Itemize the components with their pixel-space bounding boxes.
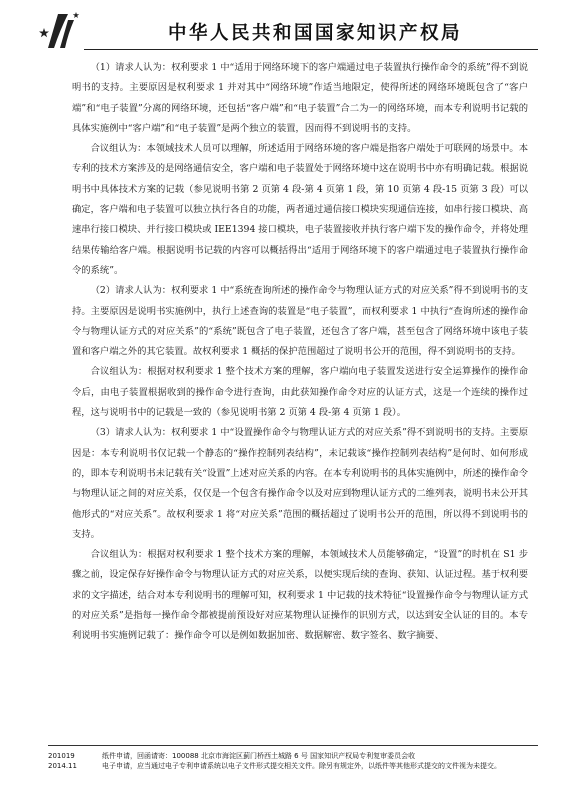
footer-row-electronic xyxy=(48,761,538,771)
footer-row-paper xyxy=(48,751,538,761)
cnipa-emblem-icon xyxy=(38,8,82,52)
paragraph: （2）请求人认为：权利要求 1 中“系统查询所述的操作命令与物理认证方式的对应关系”得不到说明书的支持。主要原因是说明书实施例中，执行上述查询的装置是“电子装置”，而权利要求 1 中执行“查询所述的操作命令与物理认证方式的对应关系”的“系统”既包含了电子装置，还包含了客户端，甚至包含了网络环境中该电子装置和客户端之外的其它装置。故权利要求 1 概括的保护范围超过了说明书公开的范围，得不到说明书的支持。 xyxy=(72,285,528,358)
letterhead xyxy=(0,0,565,58)
footer-rule xyxy=(48,745,538,746)
paragraph: 合议组认为：本领域技术人员可以理解，所述适用于网络环境的客户端是指客户端处于可联网的场景中。本专利的技术方案涉及的是网络通信安全，客户端和电子装置处于网络环境中这在说明书中亦有明确记载。根据说明书中具体技术方案的记载（参见说明书第 2 页第 4 段-第 4 页第 1 段，第 10 页第 4 段-15 页第 3 段）可以确定，客户端和电子装置可以独立执行各自的功能，两者通过通信接口模块实现通信连接，如串行接口模块、高速串行接口模块、并行接口模块或 IEE1394 接口模块，电子装置接收并执行客户端下发的操作命令，并将处理结果传输给客户端。根据说明书记载的内容可以概括得出“适用于网络环境下的客户端通过电子装置执行操作命令的系统”。 xyxy=(72,143,528,276)
organization-name: 中华人民共和国国家知识产权局 xyxy=(167,23,462,44)
form-date: 2014.11 xyxy=(48,762,77,770)
header-rule xyxy=(84,49,538,50)
paragraph: 合议组认为：根据对权利要求 1 整个技术方案的理解，客户端向电子装置发送进行安全运算操作的操作命令后，由电子装置根据收到的操作命令进行查询，由此获知操作命令对应的认证方式，这是一个连续的操作过程，这与说明书中的记载是一致的（参见说明书第 2 页第 4 段-第 4 页第 1 段）。 xyxy=(72,366,528,419)
document-body xyxy=(72,58,528,746)
electronic-filing-note: 电子申请，应当通过电子专利申请系统以电子文件形式提交相关文件。除另有规定外，以纸件等其他形式提交的文件视为未提交。 xyxy=(102,762,501,770)
footer xyxy=(48,751,538,771)
form-code: 201019 xyxy=(48,752,75,760)
mailing-address-note: 纸件申请，回函请寄：100088 北京市海淀区蓟门桥西土城路 6 号 国家知识产权局专利复审委员会收 xyxy=(102,752,416,760)
paragraph: （1）请求人认为：权利要求 1 中“适用于网络环境下的客户端通过电子装置执行操作命令的系统”得不到说明书的支持。主要原因是权利要求 1 并对其中“网络环境”作适当地限定，使得所述的网络环境既包含了“客户端”和“电子装置”分离的网络环境，还包括“客户端”和“电子装置”合二为一的网络环境，而本专利说明书记载的具体实施例中“客户端”和“电子装置”是两个独立的装置，因而得不到说明书的支持。 xyxy=(72,62,528,134)
paragraph: 合议组认为：根据对权利要求 1 整个技术方案的理解，本领域技术人员能够确定，“设置”的时机在 S1 步骤之前，设定保存好操作命令与物理认证方式的对应关系，以便实现后续的查询、获知、认证过程。基于权利要求的文字描述，结合对本专利说明书的理解可知，权利要求 1 中记载的技术特征“设置操作命令与物理认证方式的对应关系”是指每一操作命令都被提前预设好对应某物理认证操作的识别方式，以达到安全认证的目的。本专利说明书实施例记载了：操作命令可以是例如数据加密、数据解密、数字签名、数字摘要、 xyxy=(72,549,528,642)
paragraph: （3）请求人认为：权利要求 1 中“设置操作命令与物理认证方式的对应关系”得不到说明书的支持。主要原因是：本专利说明书仅记载一个静态的“操作控制列表结构”，未记载该“操作控制列表结构”是何时、如何形成的，即本专利说明书未记载有关“设置”上述对应关系的内容。在本专利说明书的具体实施例中，所述的操作命令与物理认证之间的对应关系，仅仅是一个包含有操作命令以及对应到物理认证方式的二维列表，说明书未公开其他形式的“对应关系”。故权利要求 1 将“对应关系”范围的概括超过了说明书公开的范围，所以得不到说明书的支持。 xyxy=(72,427,528,540)
